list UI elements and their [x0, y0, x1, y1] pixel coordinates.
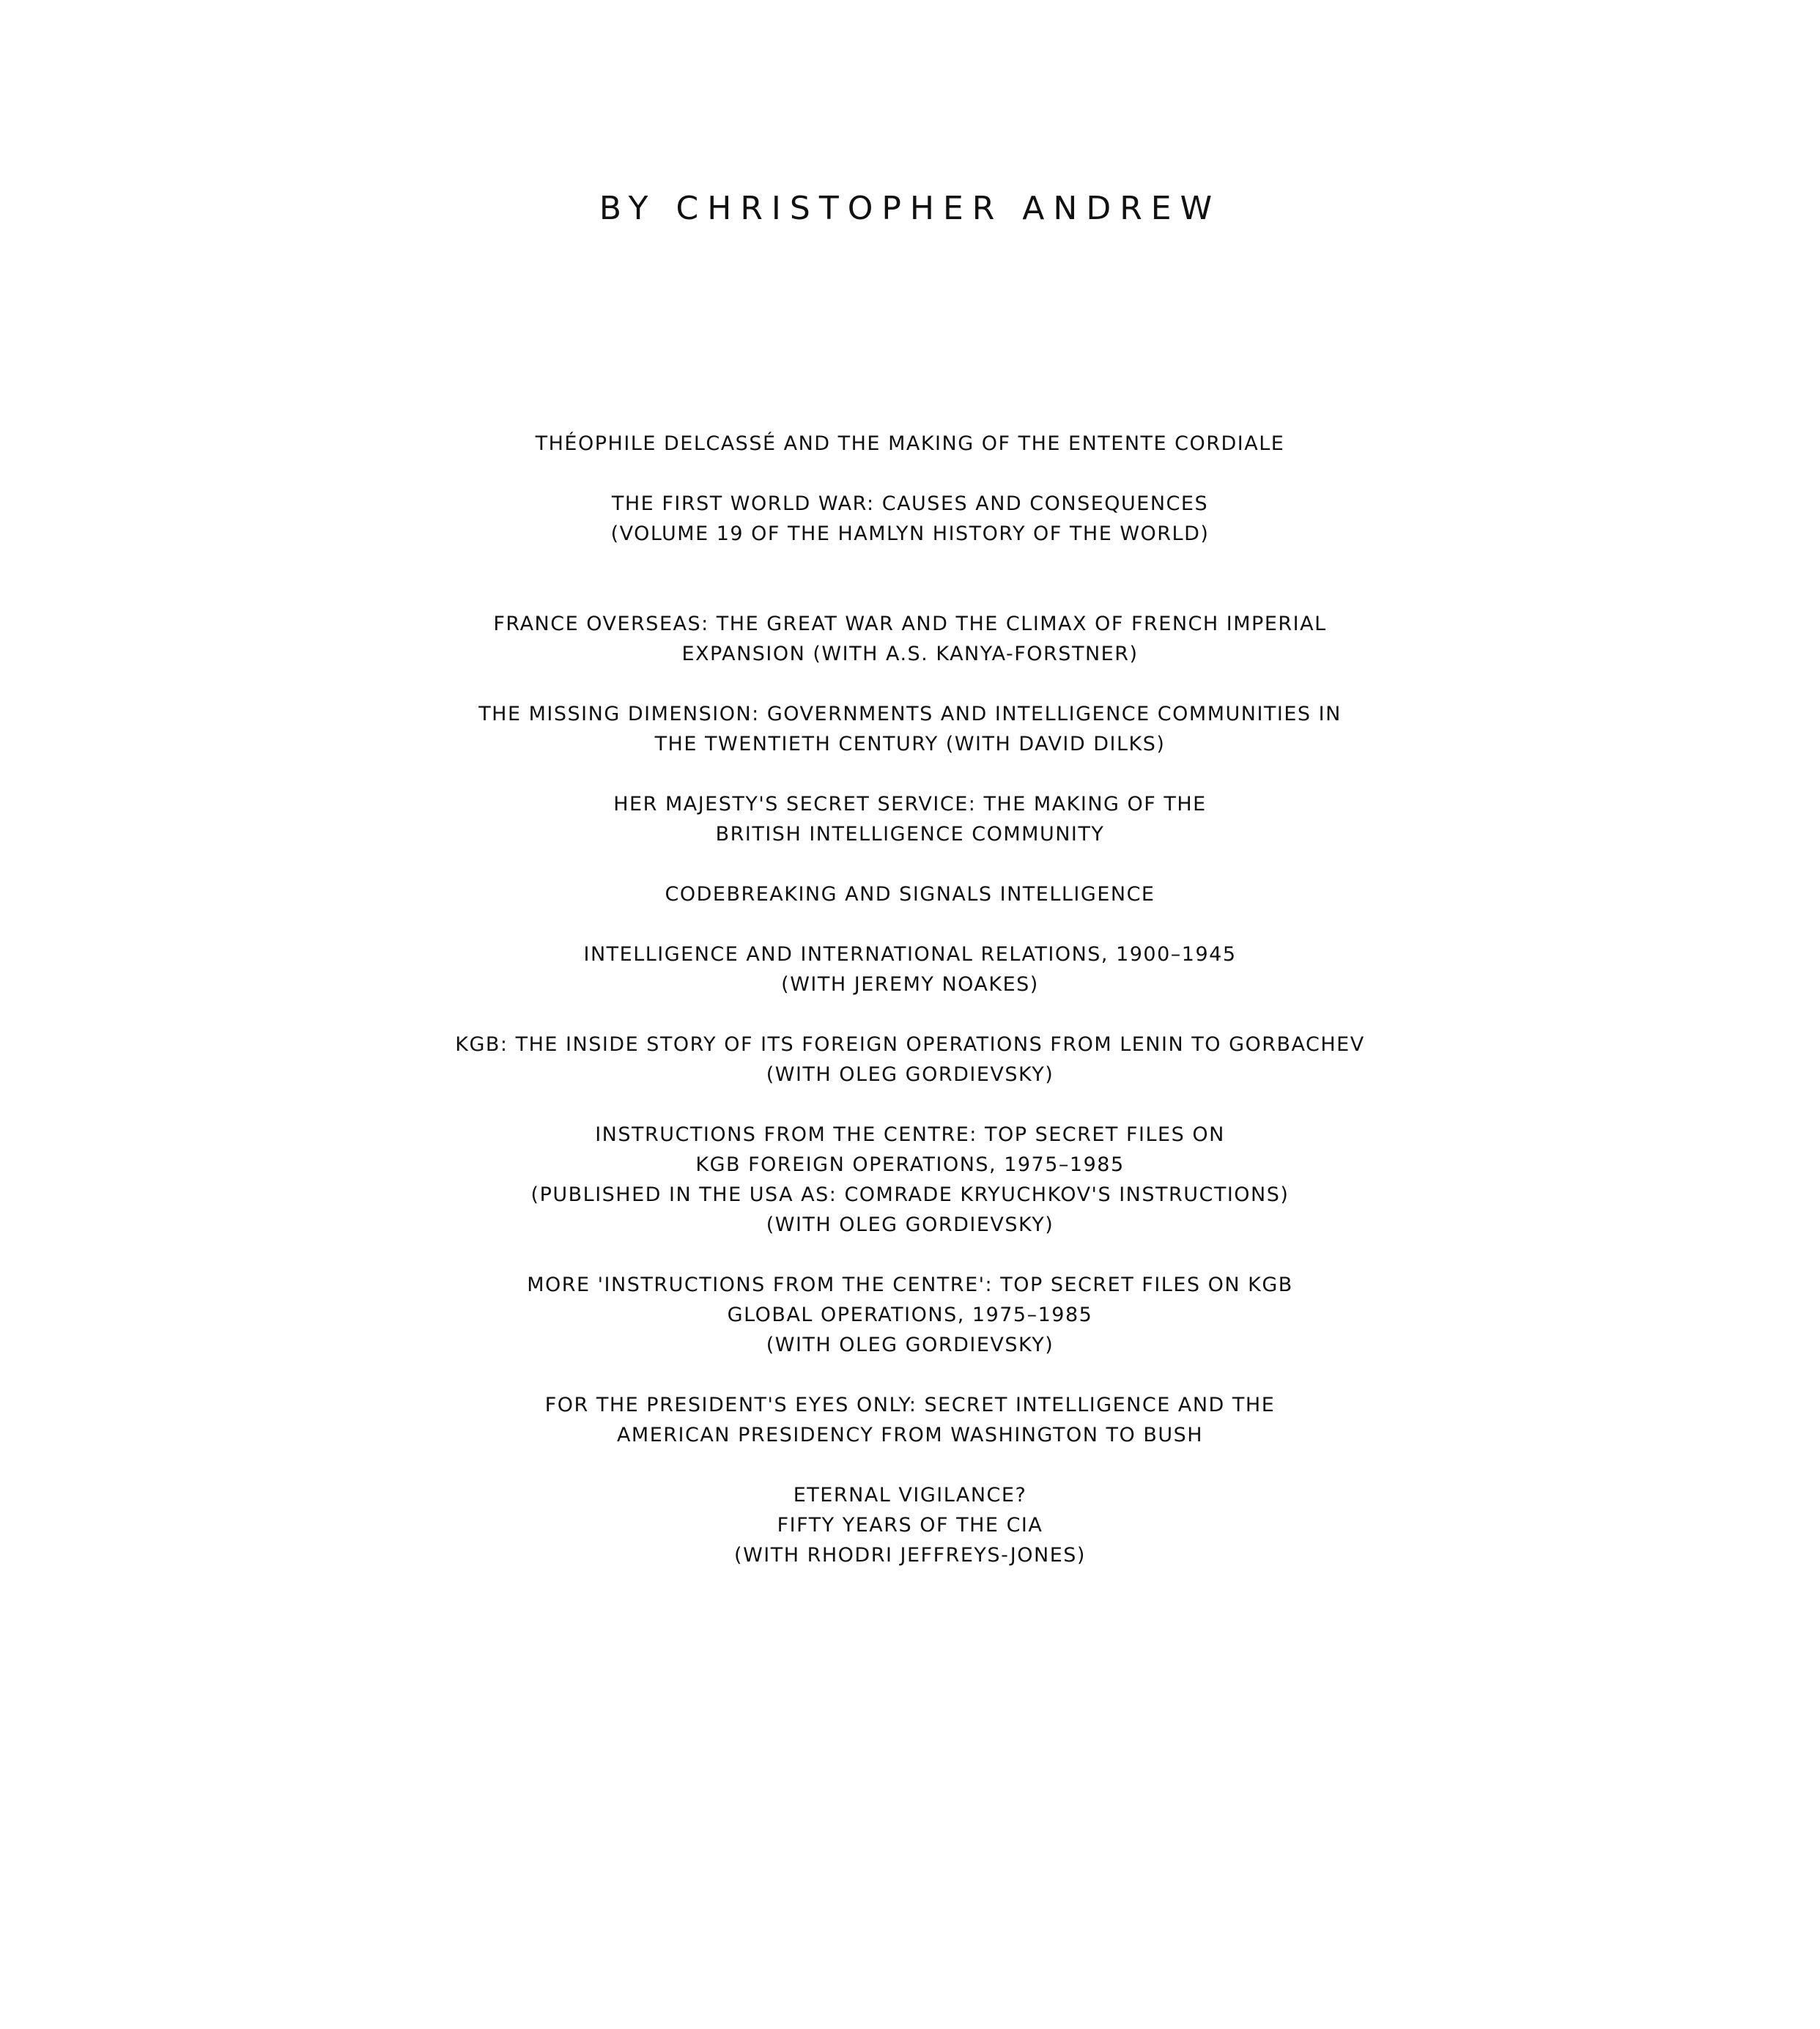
book-title-line: (WITH JEREMY NOAKES)	[781, 973, 1039, 996]
book-title-line: (WITH OLEG GORDIEVSKY)	[766, 1213, 1054, 1236]
book-title-line: FRANCE OVERSEAS: THE GREAT WAR AND THE CLIMAX OF FRENCH IMPERIAL	[493, 613, 1327, 635]
book-title-line: FIFTY YEARS OF THE CIA	[777, 1514, 1043, 1537]
book-title-line: THÉOPHILE DELCASSÉ AND THE MAKING OF THE ENTENTE CORDIALE	[535, 432, 1285, 455]
book-title-line: THE TWENTIETH CENTURY (WITH DAVID DILKS)	[654, 733, 1166, 755]
book-title-line: INSTRUCTIONS FROM THE CENTRE: TOP SECRET FILES ON	[595, 1123, 1225, 1146]
book-title-line: BRITISH INTELLIGENCE COMMUNITY	[715, 823, 1105, 846]
book-entry	[0, 879, 1820, 909]
book-entry	[0, 489, 1820, 549]
page-heading: BY CHRISTOPHER ANDREW	[599, 190, 1221, 227]
book-title-line: ETERNAL VIGILANCE?	[793, 1484, 1027, 1507]
book-entry	[0, 609, 1820, 669]
book-title-line: AMERICAN PRESIDENCY FROM WASHINGTON TO BUSH	[616, 1424, 1204, 1446]
book-title-line: THE MISSING DIMENSION: GOVERNMENTS AND INTELLIGENCE COMMUNITIES IN	[478, 703, 1342, 725]
book-title-line: GLOBAL OPERATIONS, 1975–1985	[727, 1304, 1093, 1326]
book-title-line: INTELLIGENCE AND INTERNATIONAL RELATIONS, 1900–1945	[583, 943, 1237, 966]
book-entry	[0, 1480, 1820, 1570]
book-entry	[0, 1030, 1820, 1090]
book-title-line: KGB FOREIGN OPERATIONS, 1975–1985	[695, 1153, 1125, 1176]
book-title-line: MORE 'INSTRUCTIONS FROM THE CENTRE': TOP SECRET FILES ON KGB	[527, 1274, 1293, 1296]
books-list	[0, 429, 1820, 1570]
book-entry	[0, 789, 1820, 849]
book-title-line: (WITH OLEG GORDIEVSKY)	[766, 1334, 1054, 1356]
book-entry	[0, 699, 1820, 759]
book-title-line: THE FIRST WORLD WAR: CAUSES AND CONSEQUENCES	[611, 492, 1209, 515]
book-entry	[0, 429, 1820, 459]
book-title-line: (WITH RHODRI JEFFREYS-JONES)	[734, 1544, 1086, 1567]
book-title-line: HER MAJESTY'S SECRET SERVICE: THE MAKING OF THE	[613, 793, 1207, 816]
book-title-line: (VOLUME 19 OF THE HAMLYN HISTORY OF THE WORLD)	[610, 522, 1210, 545]
book-title-line: (PUBLISHED IN THE USA AS: COMRADE KRYUCHKOV'S INSTRUCTIONS)	[530, 1183, 1290, 1206]
book-title-line: FOR THE PRESIDENT'S EYES ONLY: SECRET INTELLIGENCE AND THE	[544, 1394, 1276, 1416]
book-entry	[0, 1390, 1820, 1450]
book-title-line: (WITH OLEG GORDIEVSKY)	[766, 1063, 1054, 1086]
book-entry	[0, 1120, 1820, 1240]
book-title-line: KGB: THE INSIDE STORY OF ITS FOREIGN OPERATIONS FROM LENIN TO GORBACHEV	[455, 1033, 1365, 1056]
book-title-line: CODEBREAKING AND SIGNALS INTELLIGENCE	[665, 883, 1155, 906]
book-title-line: EXPANSION (WITH A.S. KANYA-FORSTNER)	[681, 643, 1139, 665]
book-entry	[0, 939, 1820, 999]
book-entry	[0, 1270, 1820, 1360]
